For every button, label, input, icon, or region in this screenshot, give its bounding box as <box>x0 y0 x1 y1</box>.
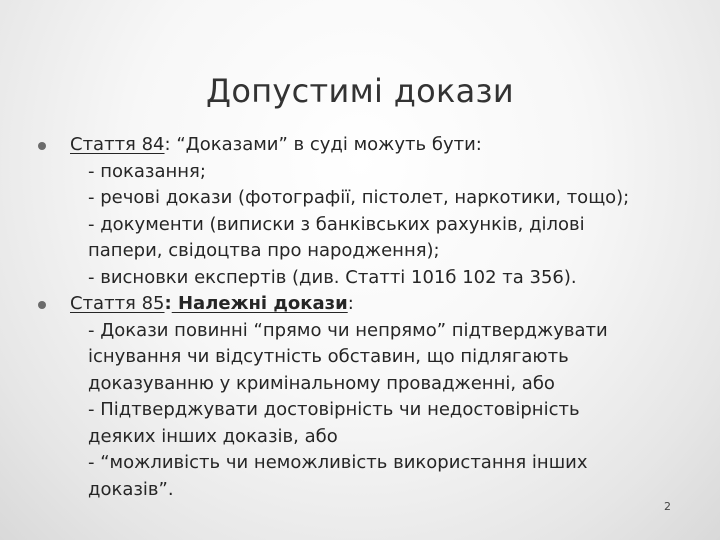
item-heading-line <box>70 291 680 318</box>
sub-line: - Підтверджувати достовірність чи недостовірність <box>88 399 580 420</box>
sub-line: - висновки експертів (див. Статті 101б 102 та 356). <box>88 266 577 288</box>
sub-line: - “можливість чи неможливість використання інших <box>88 452 588 473</box>
sub-line: доказів”. <box>88 478 174 500</box>
article-85-sublist <box>70 318 680 504</box>
bullet-item-article-85 <box>30 291 680 503</box>
article-85-heading: Належні докази <box>171 293 348 314</box>
article-84-colon: : <box>164 134 171 155</box>
sub-line: - речові докази (фотографії, пістолет, наркотики, тощо); <box>88 187 630 208</box>
sub-line: папери, свідоцтва про народження); <box>88 240 440 261</box>
bullet-dot-icon <box>38 301 46 309</box>
article-84-text: “Доказами” в суді можуть бути: <box>170 134 482 155</box>
sub-line: деяких інших доказів, або <box>88 425 338 447</box>
article-85-colon-bold: : <box>164 293 172 314</box>
article-85-colon: : <box>347 293 354 314</box>
bullet-dot-icon <box>38 142 46 150</box>
sub-line: існування чи відсутність обставин, що підлягають <box>88 346 569 367</box>
sub-line: доказуванню у кримінальному провадженні, або <box>88 372 555 394</box>
sub-line: - Докази повинні “прямо чи непрямо” підтверджувати <box>88 319 608 341</box>
sub-line: - документи (виписки з банківських рахунків, ділові <box>88 213 585 235</box>
sub-line: - показання; <box>88 160 206 182</box>
article-85-label: Стаття 85 <box>70 293 165 314</box>
item-heading-line <box>70 132 680 159</box>
bullet-item-article-84 <box>30 132 680 291</box>
article-84-sublist <box>70 159 680 292</box>
article-84-label: Стаття 84 <box>70 134 165 155</box>
page-number: 2 <box>664 500 671 513</box>
slide-content <box>30 132 680 503</box>
slide-title: Допустимі докази <box>206 72 514 110</box>
